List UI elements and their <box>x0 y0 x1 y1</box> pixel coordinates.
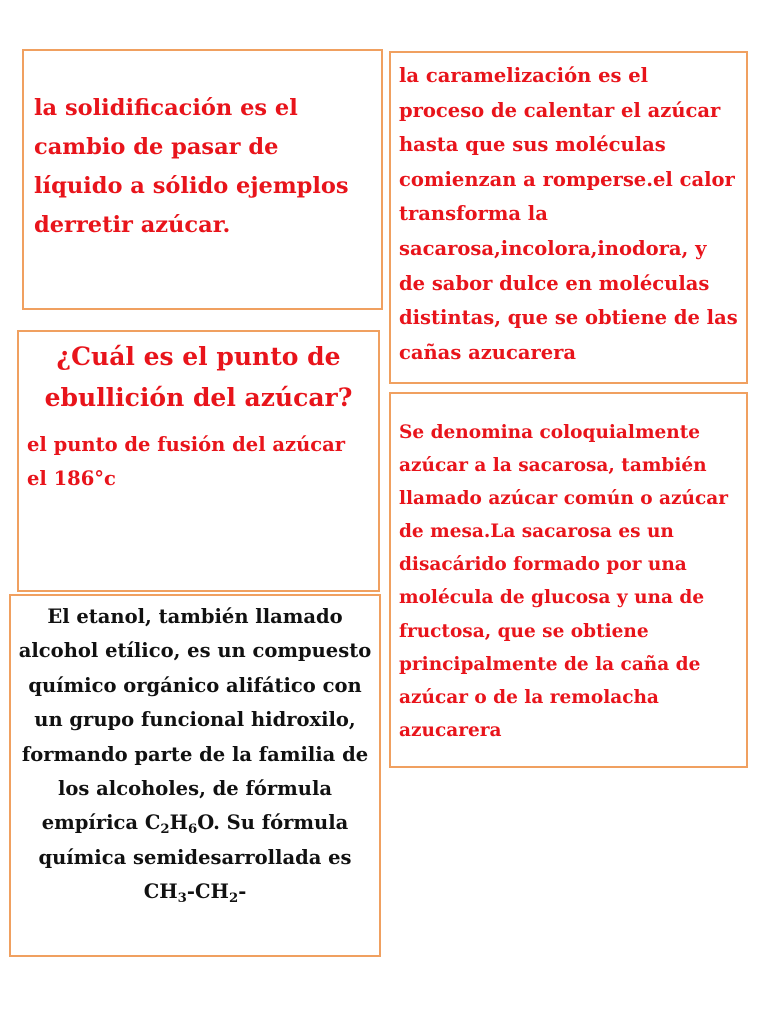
formula-h: H <box>169 811 189 835</box>
card-sacarosa <box>389 392 748 768</box>
formula-h-count: 6 <box>188 822 198 838</box>
semi-formula <box>143 880 247 907</box>
formula-sep: - <box>186 880 195 904</box>
etanol-mid: . Su fórmula química semidesarrollada es <box>38 811 352 869</box>
formula-c-count: 2 <box>160 822 170 838</box>
caramelizacion-text: la caramelización es el proceso de calentar el azúcar hasta que sus moléculas comienzan a romperse.el calor transforma la sacarosa,incolora,inodora, y de sabor dulce en moléculas distintas, que se obtiene de las cañas azucarera <box>399 64 738 364</box>
card-solidificacion <box>22 49 383 310</box>
ebullicion-answer: el punto de fusión del azúcar el 186°c <box>27 433 346 490</box>
formula-ch2: CH <box>195 880 229 904</box>
formula-ch2-count: 2 <box>228 891 239 907</box>
card-etanol <box>9 594 381 957</box>
formula-o: O <box>197 811 214 835</box>
formula-c: C <box>144 811 161 835</box>
card-ebullicion <box>17 330 380 592</box>
ebullicion-question: ¿Cuál es el punto de ebullición del azúcar? <box>44 342 353 412</box>
etanol-intro: El etanol, también llamado alcohol etílico, es un compuesto químico orgánico alifático con un grupo funcional hidroxilo, formando parte de la familia de los alcoholes, de fórmula empírica <box>18 605 372 835</box>
empirical-formula <box>144 811 214 838</box>
formula-end: - <box>238 880 247 904</box>
solidificacion-text: la solidificación es el cambio de pasar de líquido a sólido ejemplos derretir azúcar. <box>34 95 349 238</box>
formula-ch3-count: 3 <box>177 891 187 907</box>
formula-ch3: CH <box>143 880 178 904</box>
sacarosa-text: Se denomina coloquialmente azúcar a la sacarosa, también llamado azúcar común o azúcar de mesa.La sacarosa es un disacárido formado por una molécula de glucosa y una de fructosa, que se obtiene principalmente de la caña de azúcar o de la remolacha azucarera <box>399 422 728 741</box>
etanol-text <box>15 600 375 910</box>
card-caramelizacion <box>389 51 748 384</box>
